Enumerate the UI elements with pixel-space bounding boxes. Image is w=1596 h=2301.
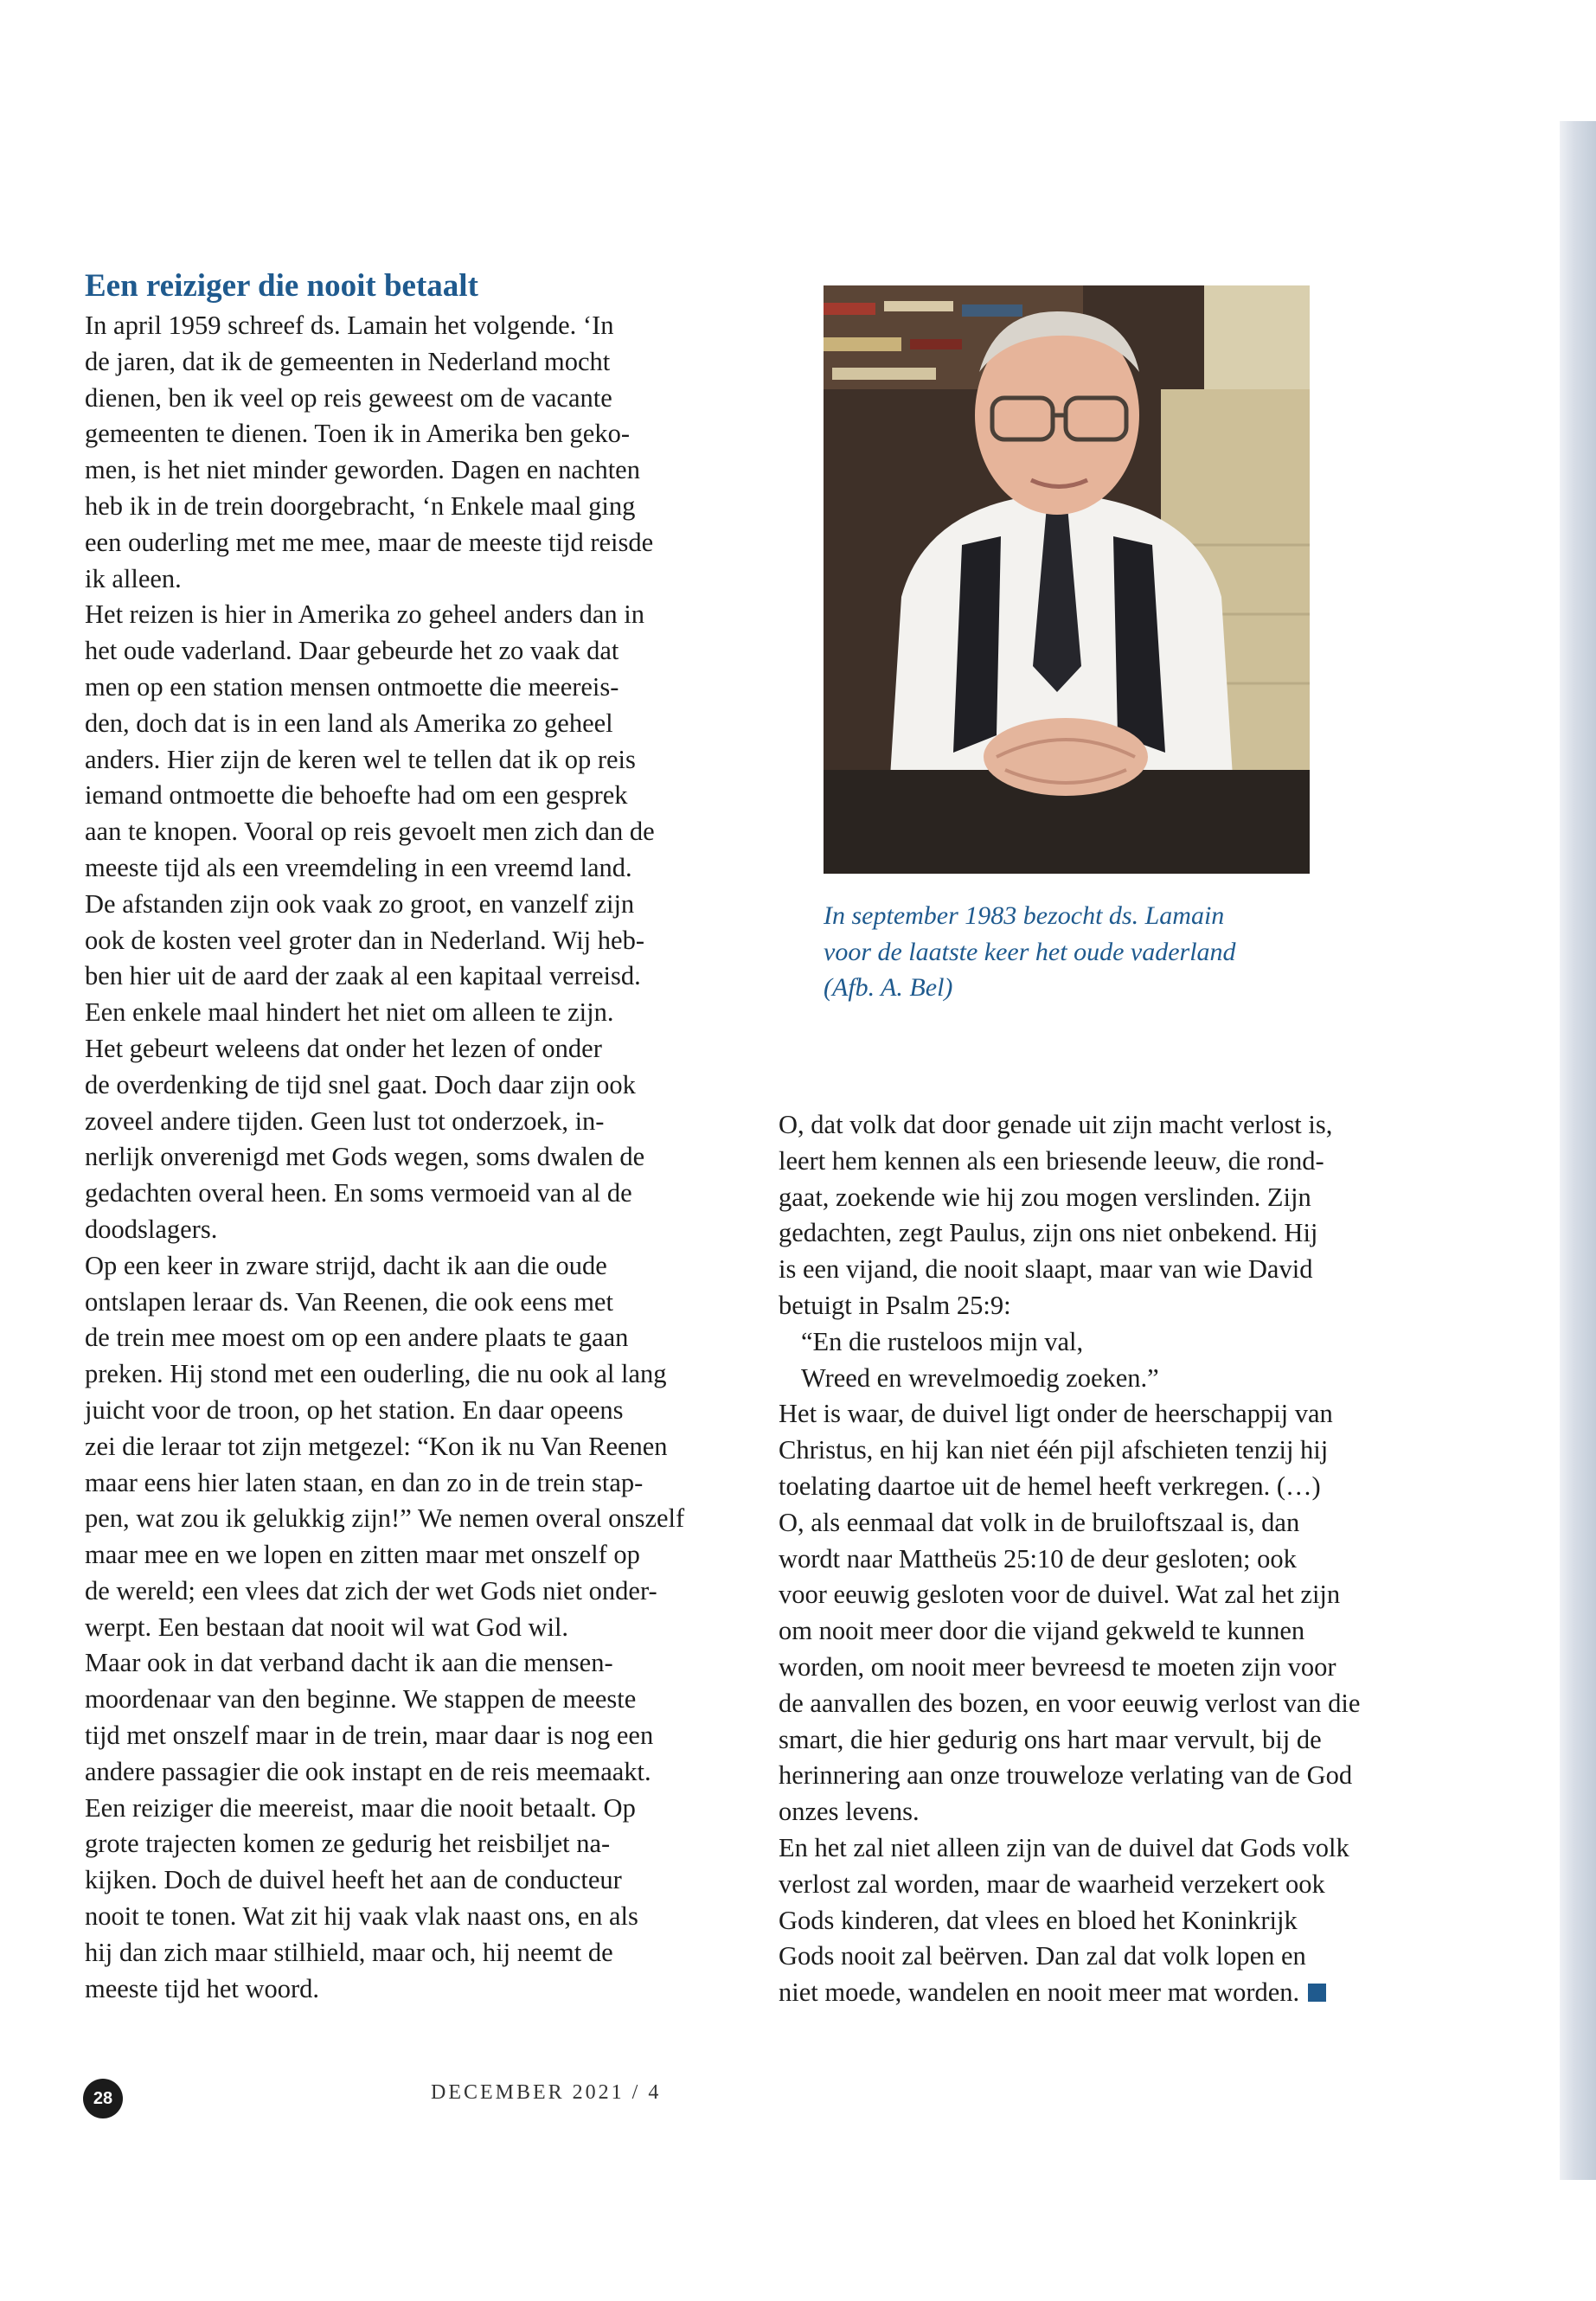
left-line: werpt. Een bestaan dat nooit wil wat God wil.: [85, 1612, 569, 1642]
right-line: smart, die hier gedurig ons hart maar vervult, bij de: [779, 1724, 1322, 1754]
quote-line: “En die rusteloos mijn val,: [801, 1326, 1084, 1356]
left-line: den, doch dat is in een land als Amerika zo geheel: [85, 708, 613, 738]
left-line: zoveel andere tijden. Geen lust tot onderzoek, in-: [85, 1106, 605, 1136]
right-line: voor eeuwig gesloten voor de duivel. Wat zal het zijn: [779, 1580, 1341, 1610]
right-line: verlost zal worden, maar de waarheid verzekert ook: [779, 1868, 1325, 1899]
right-line: de aanvallen des bozen, en voor eeuwig verlost van die: [779, 1688, 1361, 1718]
left-line: hij dan zich maar stilhield, maar och, hij neemt de: [85, 1937, 613, 1967]
left-line: dienen, ben ik veel op reis geweest om de vacante: [85, 382, 612, 413]
left-line: ontslapen leraar ds. Van Reenen, die ook eens met: [85, 1286, 613, 1317]
left-line: anders. Hier zijn de keren wel te tellen dat ik op reis: [85, 744, 636, 774]
left-line: pen, wat zou ik gelukkig zijn!” We nemen overal onszelf: [85, 1503, 685, 1534]
left-line: heb ik in de trein doorgebracht, ‘n Enkele maal ging: [85, 490, 636, 521]
right-line: En het zal niet alleen zijn van de duivel dat Gods volk: [779, 1832, 1349, 1862]
right-line: Gods nooit zal beërven. Dan zal dat volk lopen en: [779, 1941, 1306, 1971]
right-line: O, als eenmaal dat volk in de bruiloftszaal is, dan: [779, 1507, 1300, 1537]
left-line: Het gebeurt weleens dat onder het lezen of onder: [85, 1033, 602, 1063]
article-heading: Een reiziger die nooit betaalt: [85, 268, 478, 304]
left-line: nooit te tonen. Wat zit hij vaak vlak naast ons, en als: [85, 1901, 638, 1932]
left-line: de overdenking de tijd snel gaat. Doch daar zijn ook: [85, 1069, 636, 1099]
left-line: een ouderling met me mee, maar de meeste tijd reisde: [85, 527, 654, 557]
end-of-article-square-icon: [1308, 1984, 1326, 2002]
right-line: onzes levens.: [779, 1797, 920, 1827]
right-line: worden, om nooit meer bevreesd te moeten zijn voor: [779, 1651, 1336, 1682]
left-line: tijd met onszelf maar in de trein, maar daar is nog een: [85, 1721, 654, 1751]
left-line: In april 1959 schreef ds. Lamain het volgende. ‘In: [85, 311, 614, 340]
left-line: maar eens hier laten staan, en dan zo in de trein stap-: [85, 1467, 644, 1497]
right-line: Het is waar, de duivel ligt onder de heerschappij van: [779, 1399, 1333, 1429]
left-line: ben hier uit de aard der zaak al een kapitaal verreisd.: [85, 961, 641, 991]
right-line: Christus, en hij kan niet één pijl afschieten tenzij hij: [779, 1435, 1329, 1465]
left-line: men op een station mensen ontmoette die meereis-: [85, 671, 619, 702]
page-number-badge: 28: [83, 2079, 123, 2118]
left-line: zei die leraar tot zijn metgezel: “Kon ik nu Van Reenen: [85, 1431, 668, 1461]
portrait-photo: [824, 285, 1310, 874]
left-line: doodslagers.: [85, 1214, 218, 1244]
left-line: Maar ook in dat verband dacht ik aan die mensen-: [85, 1648, 613, 1678]
left-line: gemeenten te dienen. Toen ik in Amerika ben geko-: [85, 419, 630, 449]
right-line: is een vijand, die nooit slaapt, maar van wie David: [779, 1254, 1313, 1285]
left-line: de jaren, dat ik de gemeenten in Nederland mocht: [85, 346, 611, 376]
left-line: men, is het niet minder geworden. Dagen en nachten: [85, 455, 640, 485]
left-line: gedachten overal heen. En soms vermoeid van al de: [85, 1178, 632, 1208]
right-line: Gods kinderen, dat vlees en bloed het Koninkrijk: [779, 1905, 1298, 1935]
left-line: kijken. Doch de duivel heeft het aan de conducteur: [85, 1865, 622, 1895]
caption-line: voor de laatste keer het oude vaderland: [824, 937, 1236, 966]
left-line: nerlijk onverenigd met Gods wegen, soms dwalen de: [85, 1142, 645, 1172]
right-line: leert hem kennen als een briesende leeuw, die rond-: [779, 1145, 1324, 1176]
left-line: meeste tijd als een vreemdeling in een vreemd land.: [85, 852, 632, 882]
left-line: Op een keer in zware strijd, dacht ik aan die oude: [85, 1250, 607, 1280]
quote-line: Wreed en wrevelmoedig zoeken.”: [801, 1362, 1159, 1393]
left-line: grote trajecten komen ze gedurig het reisbiljet na-: [85, 1829, 611, 1859]
left-line: aan te knopen. Vooral op reis gevoelt men zich dan de: [85, 817, 655, 847]
left-line: het oude vaderland. Daar gebeurde het zo vaak dat: [85, 636, 619, 666]
right-line: wordt naar Mattheüs 25:10 de deur gesloten; ook: [779, 1543, 1297, 1574]
caption-line: In september 1983 bezocht ds. Lamain: [824, 901, 1225, 930]
last-line-wrapper: [779, 1975, 1360, 2011]
right-line: gedachten, zegt Paulus, zijn ons niet onbekend. Hij: [779, 1218, 1318, 1248]
left-line: andere passagier die ook instapt en de reis meemaakt.: [85, 1756, 651, 1786]
left-line: Een reiziger die meereist, maar die nooit betaalt. Op: [85, 1792, 636, 1823]
right-column: [779, 1107, 1360, 2011]
left-line: Een enkele maal hindert het niet om alleen te zijn.: [85, 997, 614, 1028]
right-line: herinnering aan onze trouweloze verlating van de God: [779, 1760, 1353, 1791]
left-line: ik alleen.: [85, 563, 182, 593]
left-line: meeste tijd het woord.: [85, 1973, 320, 2003]
left-line: Het reizen is hier in Amerika zo geheel anders dan in: [85, 599, 645, 630]
right-line: betuigt in Psalm 25:9:: [779, 1290, 1011, 1320]
right-line: O, dat volk dat door genade uit zijn macht verlost is,: [779, 1110, 1333, 1139]
right-line: gaat, zoekende wie hij zou mogen verslinden. Zijn: [779, 1182, 1311, 1212]
left-line: De afstanden zijn ook vaak zo groot, en vanzelf zijn: [85, 888, 635, 919]
left-line: preken. Hij stond met een ouderling, die nu ook al lang: [85, 1359, 667, 1389]
issue-footer: DECEMBER 2021 / 4: [431, 2081, 662, 2104]
left-line: juicht voor de troon, op het station. En daar opeens: [85, 1394, 624, 1425]
left-line: de wereld; een vlees dat zich der wet Gods niet onder-: [85, 1575, 657, 1606]
left-column: [85, 308, 684, 2007]
left-line: iemand ontmoette die behoefte had om een gesprek: [85, 780, 628, 811]
right-line: toelating daartoe uit de hemel heeft verkregen. (…): [779, 1471, 1321, 1501]
left-line: de trein mee moest om op een andere plaats te gaan: [85, 1323, 629, 1353]
left-line: moordenaar van den beginne. We stappen de meeste: [85, 1684, 637, 1715]
page-edge-shadow: [1560, 121, 1596, 2180]
photo-caption: [824, 898, 1236, 1006]
left-line: maar mee en we lopen en zitten maar met onszelf op: [85, 1540, 640, 1570]
left-line: ook de kosten veel groter dan in Nederland. Wij heb-: [85, 925, 644, 955]
caption-line: (Afb. A. Bel): [824, 973, 953, 1002]
right-line: om nooit meer door die vijand gekweld te kunnen: [779, 1616, 1305, 1646]
portrait-illustration: [824, 285, 1310, 874]
right-line: niet moede, wandelen en nooit meer mat worden.: [779, 1977, 1300, 2008]
